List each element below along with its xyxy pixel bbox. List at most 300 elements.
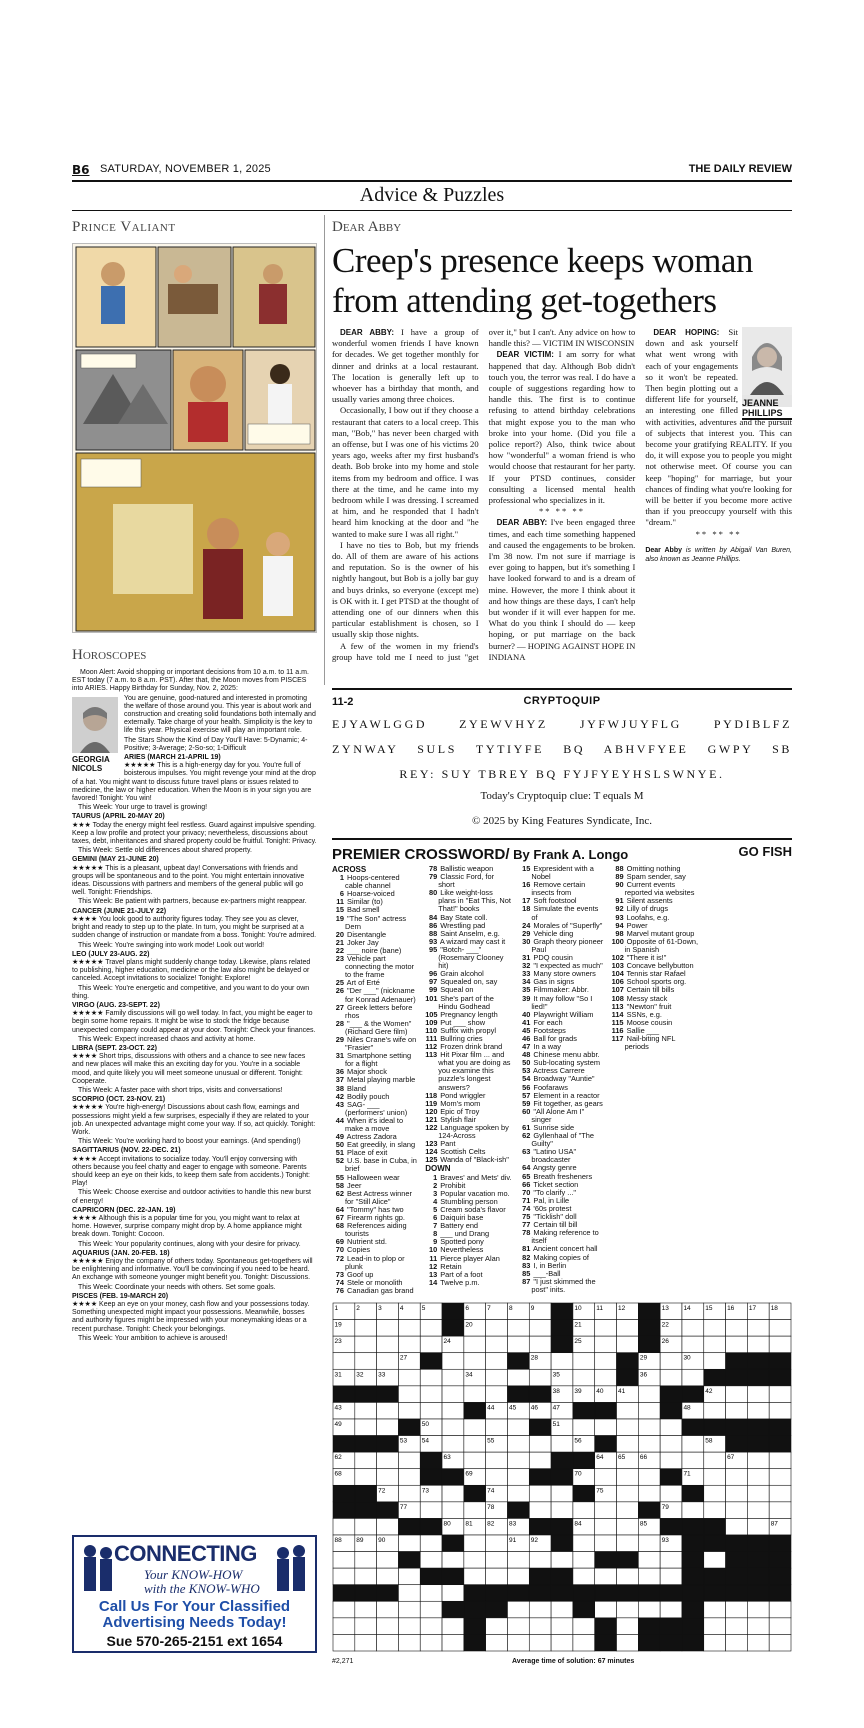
down-clue-81[interactable]: 81 Ancient concert hall: [522, 1244, 598, 1254]
grid-cell[interactable]: [507, 1552, 529, 1569]
grid-cell[interactable]: [769, 1502, 791, 1519]
grid-cell[interactable]: [617, 1402, 639, 1419]
grid-cell[interactable]: [464, 1452, 486, 1469]
grid-cell[interactable]: [573, 1502, 595, 1519]
down-clue-62[interactable]: 62 Gyllenhaal of "The Guilty": [522, 1131, 594, 1149]
grid-cell[interactable]: [660, 1369, 682, 1386]
grid-cell[interactable]: [333, 1353, 355, 1370]
grid-cell[interactable]: [617, 1436, 639, 1453]
grid-cell[interactable]: [377, 1634, 399, 1651]
grid-cell[interactable]: [420, 1502, 442, 1519]
grid-cell[interactable]: [704, 1336, 726, 1353]
grid-cell[interactable]: [660, 1568, 682, 1585]
across-clue-11[interactable]: 11 Similar (to): [336, 897, 383, 907]
grid-cell[interactable]: [507, 1369, 529, 1386]
down-clue-45[interactable]: 45 Footsteps: [522, 1025, 566, 1035]
grid-cell[interactable]: [551, 1436, 573, 1453]
down-clue-39[interactable]: 39 It may follow "So I lied!": [522, 993, 593, 1011]
grid-cell[interactable]: [726, 1518, 748, 1535]
across-clue-6[interactable]: 6 Hoarse-voiced: [339, 889, 395, 899]
grid-cell[interactable]: [377, 1618, 399, 1635]
grid-cell[interactable]: [704, 1601, 726, 1618]
down-clue-7[interactable]: 7 Battery end: [433, 1221, 479, 1231]
grid-cell[interactable]: [377, 1518, 399, 1535]
grid-cell[interactable]: [704, 1452, 726, 1469]
grid-cell[interactable]: [377, 1336, 399, 1353]
grid-cell[interactable]: [355, 1402, 377, 1419]
grid-cell[interactable]: [638, 1469, 660, 1486]
grid-cell[interactable]: [704, 1469, 726, 1486]
down-clue-17[interactable]: 17 Soft footstool: [522, 896, 577, 906]
grid-cell[interactable]: [377, 1452, 399, 1469]
across-clue-95[interactable]: 95 "Botch- ___" (Rosemary Clooney hit): [428, 944, 504, 971]
grid-cell[interactable]: [442, 1353, 464, 1370]
grid-cell[interactable]: [551, 1552, 573, 1569]
grid-cell[interactable]: [333, 1568, 355, 1585]
down-clue-46[interactable]: 46 Ball for grads: [522, 1033, 577, 1043]
grid-cell[interactable]: [398, 1386, 420, 1403]
grid-cell[interactable]: [464, 1386, 486, 1403]
grid-cell[interactable]: [529, 1552, 551, 1569]
grid-cell[interactable]: [726, 1485, 748, 1502]
grid-cell[interactable]: [573, 1369, 595, 1386]
grid-cell[interactable]: [595, 1320, 617, 1337]
across-clue-44[interactable]: 44 When it's ideal to make a move: [335, 1115, 404, 1133]
grid-cell[interactable]: [442, 1402, 464, 1419]
grid-cell[interactable]: [442, 1618, 464, 1635]
grid-cell[interactable]: [704, 1485, 726, 1502]
across-clue-50[interactable]: 50 Eat greedily, in slang: [335, 1140, 416, 1150]
grid-cell[interactable]: [377, 1568, 399, 1585]
across-clue-86[interactable]: 86 Wrestling pad: [428, 920, 486, 930]
down-clue-32[interactable]: 32 "I expected as much": [522, 961, 603, 971]
grid-cell[interactable]: [747, 1502, 769, 1519]
grid-cell[interactable]: [464, 1419, 486, 1436]
grid-cell[interactable]: [747, 1402, 769, 1419]
grid-cell[interactable]: [442, 1386, 464, 1403]
down-clue-33[interactable]: 33 Many store owners: [522, 969, 596, 979]
grid-cell[interactable]: [595, 1419, 617, 1436]
down-clue-117[interactable]: 117 Nail-biting NFL periods: [611, 1033, 676, 1052]
grid-cell[interactable]: [355, 1552, 377, 1569]
grid-cell[interactable]: [529, 1320, 551, 1337]
grid-cell[interactable]: [355, 1601, 377, 1618]
grid-cell[interactable]: [464, 1436, 486, 1453]
grid-cell[interactable]: [769, 1402, 791, 1419]
across-clue-122[interactable]: 122 Language spoken by 124-Across: [425, 1123, 509, 1141]
grid-cell[interactable]: [573, 1535, 595, 1552]
grid-cell[interactable]: [638, 1402, 660, 1419]
grid-cell[interactable]: [617, 1336, 639, 1353]
grid-cell[interactable]: [704, 1634, 726, 1651]
grid-cell[interactable]: [420, 1535, 442, 1552]
down-clue-2[interactable]: 2 Prohibit: [433, 1180, 466, 1190]
grid-cell[interactable]: [595, 1336, 617, 1353]
grid-cell[interactable]: [442, 1502, 464, 1519]
grid-cell[interactable]: [638, 1419, 660, 1436]
grid-cell[interactable]: [420, 1369, 442, 1386]
down-clue-89[interactable]: 89 Spam sender, say: [615, 872, 686, 882]
down-clue-29[interactable]: 29 Vehicle ding: [522, 928, 574, 938]
grid-cell[interactable]: [769, 1452, 791, 1469]
grid-cell[interactable]: [747, 1634, 769, 1651]
grid-cell[interactable]: [747, 1518, 769, 1535]
across-clue-113[interactable]: 113 Hit Pixar film ... and what you are doing as you examine this puzzle's longest answers?: [425, 1050, 511, 1092]
down-clue-64[interactable]: 64 Angsty genre: [522, 1163, 577, 1173]
down-clue-92[interactable]: 92 Lilly of drugs: [615, 904, 669, 914]
grid-cell[interactable]: [507, 1419, 529, 1436]
down-clue-104[interactable]: 104 Tennis star Rafael: [611, 969, 686, 979]
grid-cell[interactable]: [420, 1618, 442, 1635]
grid-cell[interactable]: [355, 1336, 377, 1353]
grid-cell[interactable]: [486, 1535, 508, 1552]
grid-cell[interactable]: [769, 1336, 791, 1353]
grid-cell[interactable]: [682, 1502, 704, 1519]
grid-cell[interactable]: [333, 1618, 355, 1635]
across-clue-73[interactable]: 73 Goof up: [335, 1269, 374, 1279]
grid-cell[interactable]: [617, 1535, 639, 1552]
grid-cell[interactable]: [529, 1485, 551, 1502]
grid-cell[interactable]: [377, 1320, 399, 1337]
grid-cell[interactable]: [551, 1353, 573, 1370]
grid-cell[interactable]: [398, 1369, 420, 1386]
grid-cell[interactable]: [726, 1618, 748, 1635]
across-clue-96[interactable]: 96 Grain alcohol: [428, 969, 484, 979]
grid-cell[interactable]: [529, 1336, 551, 1353]
grid-cell[interactable]: [507, 1469, 529, 1486]
grid-cell[interactable]: [617, 1568, 639, 1585]
grid-cell[interactable]: [529, 1601, 551, 1618]
down-clue-115[interactable]: 115 Moose cousin: [611, 1017, 673, 1027]
grid-cell[interactable]: [486, 1336, 508, 1353]
grid-cell[interactable]: [617, 1485, 639, 1502]
grid-cell[interactable]: [595, 1518, 617, 1535]
down-clue-102[interactable]: 102 "There it is!": [611, 953, 667, 963]
grid-cell[interactable]: [355, 1452, 377, 1469]
grid-cell[interactable]: [529, 1452, 551, 1469]
grid-cell[interactable]: [595, 1535, 617, 1552]
down-clue-106[interactable]: 106 School sports org.: [611, 977, 687, 987]
grid-cell[interactable]: [573, 1419, 595, 1436]
down-clue-56[interactable]: 56 Foofaraws: [522, 1082, 568, 1092]
grid-cell[interactable]: [660, 1353, 682, 1370]
down-clue-59[interactable]: 59 Fit together, as gears: [522, 1098, 603, 1108]
down-clue-66[interactable]: 66 Ticket section: [522, 1179, 579, 1189]
grid-cell[interactable]: [660, 1485, 682, 1502]
down-clue-91[interactable]: 91 Silent assents: [615, 896, 673, 906]
grid-cell[interactable]: [769, 1320, 791, 1337]
grid-cell[interactable]: [464, 1535, 486, 1552]
down-clue-114[interactable]: 114 SSNs, e.g.: [611, 1009, 662, 1019]
grid-cell[interactable]: [486, 1552, 508, 1569]
down-clue-1[interactable]: 1 Braves' and Mets' div.: [433, 1172, 512, 1182]
grid-cell[interactable]: [638, 1485, 660, 1502]
grid-cell[interactable]: [638, 1535, 660, 1552]
across-clue-25[interactable]: 25 Art of Erté: [335, 978, 380, 988]
grid-cell[interactable]: [486, 1469, 508, 1486]
across-clue-68[interactable]: 68 References aiding tourists: [335, 1221, 407, 1239]
down-clue-31[interactable]: 31 PDQ cousin: [522, 953, 573, 963]
grid-cell[interactable]: [398, 1452, 420, 1469]
grid-cell[interactable]: [529, 1502, 551, 1519]
grid-cell[interactable]: [704, 1618, 726, 1635]
across-clue-20[interactable]: 20 Disentangle: [335, 929, 387, 939]
across-clue-62[interactable]: 62 Best Actress winner for "Still Alice": [335, 1188, 412, 1206]
grid-cell[interactable]: [355, 1353, 377, 1370]
across-clue-38[interactable]: 38 Bland: [335, 1083, 366, 1093]
grid-cell[interactable]: [507, 1601, 529, 1618]
grid-cell[interactable]: [617, 1469, 639, 1486]
grid-cell[interactable]: [420, 1386, 442, 1403]
grid-cell[interactable]: [333, 1601, 355, 1618]
grid-cell[interactable]: [551, 1618, 573, 1635]
grid-cell[interactable]: [355, 1568, 377, 1585]
grid-cell[interactable]: [726, 1469, 748, 1486]
across-clue-101[interactable]: 101 She's part of the Hindu Godhead: [425, 993, 494, 1011]
down-clue-41[interactable]: 41 For each: [522, 1017, 563, 1027]
down-clue-75[interactable]: 75 "Ticklish" doll: [522, 1212, 577, 1222]
grid-cell[interactable]: [377, 1469, 399, 1486]
grid-cell[interactable]: [617, 1601, 639, 1618]
down-clue-10[interactable]: 10 Nevertheless: [428, 1245, 484, 1255]
grid-cell[interactable]: [747, 1469, 769, 1486]
grid-cell[interactable]: [420, 1634, 442, 1651]
across-clue-112[interactable]: 112 Frozen drink brand: [425, 1042, 503, 1052]
across-clue-22[interactable]: 22 ___ noire (bane): [335, 945, 402, 955]
grid-cell[interactable]: [398, 1485, 420, 1502]
grid-cell[interactable]: [595, 1369, 617, 1386]
across-clue-74[interactable]: 74 Stele or monolith: [335, 1277, 403, 1287]
down-clue-8[interactable]: 8 ___ und Drang: [433, 1229, 490, 1239]
grid-cell[interactable]: [398, 1336, 420, 1353]
across-clue-93[interactable]: 93 A wizard may cast it: [428, 936, 506, 946]
grid-cell[interactable]: [704, 1353, 726, 1370]
grid-cell[interactable]: [551, 1502, 573, 1519]
down-clue-12[interactable]: 12 Retain: [428, 1261, 462, 1271]
grid-cell[interactable]: [355, 1634, 377, 1651]
across-clue-29[interactable]: 29 Niles Crane's wife on "Frasier": [335, 1034, 417, 1053]
grid-cell[interactable]: [726, 1336, 748, 1353]
down-clue-53[interactable]: 53 Actress Carrere: [522, 1066, 585, 1076]
down-clue-6[interactable]: 6 Daiquiri base: [433, 1213, 484, 1223]
grid-cell[interactable]: [595, 1568, 617, 1585]
across-clue-99[interactable]: 99 Squeal on: [428, 985, 474, 995]
grid-cell[interactable]: [595, 1353, 617, 1370]
across-clue-58[interactable]: 58 Jeer: [335, 1180, 362, 1190]
across-clue-124[interactable]: 124 Scottish Celts: [425, 1147, 486, 1157]
grid-cell[interactable]: [420, 1336, 442, 1353]
down-clue-108[interactable]: 108 Messy stack: [611, 993, 668, 1003]
grid-cell[interactable]: [486, 1618, 508, 1635]
grid-cell[interactable]: [377, 1353, 399, 1370]
grid-cell[interactable]: [377, 1402, 399, 1419]
across-clue-27[interactable]: 27 Greek letters before rhos: [335, 1002, 413, 1020]
across-clue-78[interactable]: 78 Ballistic weapon: [428, 864, 494, 873]
grid-cell[interactable]: [747, 1320, 769, 1337]
down-clue-85[interactable]: 85 ___-Ball: [522, 1268, 561, 1278]
grid-cell[interactable]: [769, 1469, 791, 1486]
grid-cell[interactable]: [442, 1552, 464, 1569]
grid-cell[interactable]: [398, 1568, 420, 1585]
down-clue-61[interactable]: 61 Sunrise side: [522, 1123, 575, 1132]
down-clue-83[interactable]: 83 I, in Berlin: [522, 1260, 567, 1270]
down-clue-74[interactable]: 74 '60s protest: [522, 1203, 572, 1213]
grid-cell[interactable]: [617, 1634, 639, 1651]
down-clue-82[interactable]: 82 Making copies of: [522, 1252, 589, 1262]
across-clue-120[interactable]: 120 Epic of Troy: [425, 1106, 480, 1116]
grid-cell[interactable]: [726, 1634, 748, 1651]
grid-cell[interactable]: [507, 1485, 529, 1502]
across-clue-1[interactable]: 1 Hoops-centered cable channel: [339, 873, 400, 891]
grid-cell[interactable]: [682, 1369, 704, 1386]
grid-cell[interactable]: [747, 1485, 769, 1502]
grid-cell[interactable]: [638, 1552, 660, 1569]
across-clue-121[interactable]: 121 Stylish flair: [425, 1114, 476, 1124]
classified-ad[interactable]: [72, 1535, 317, 1653]
down-clue-40[interactable]: 40 Playwright William: [522, 1009, 594, 1019]
grid-cell[interactable]: [617, 1618, 639, 1635]
grid-cell[interactable]: [682, 1336, 704, 1353]
down-clue-87[interactable]: 87 "I just skimmed the post" inits.: [522, 1276, 596, 1294]
grid-cell[interactable]: [682, 1436, 704, 1453]
grid-cell[interactable]: [486, 1353, 508, 1370]
grid-cell[interactable]: [704, 1320, 726, 1337]
down-clue-78[interactable]: 78 Making reference to itself: [522, 1228, 599, 1246]
grid-cell[interactable]: [355, 1469, 377, 1486]
grid-cell[interactable]: [595, 1502, 617, 1519]
grid-cell[interactable]: [486, 1452, 508, 1469]
across-clue-51[interactable]: 51 Place of exit: [335, 1148, 388, 1158]
across-clue-15[interactable]: 15 Bad smell: [335, 905, 380, 915]
grid-cell[interactable]: [333, 1552, 355, 1569]
grid-cell[interactable]: [355, 1618, 377, 1635]
across-clue-49[interactable]: 49 Actress Zadora: [335, 1132, 397, 1142]
down-clue-13[interactable]: 13 Part of a foot: [428, 1269, 483, 1279]
grid-cell[interactable]: [617, 1518, 639, 1535]
down-clue-60[interactable]: 60 "All Alone Am I" singer: [522, 1106, 585, 1124]
grid-cell[interactable]: [638, 1436, 660, 1453]
grid-cell[interactable]: [682, 1320, 704, 1337]
down-clue-34[interactable]: 34 Gas in signs: [522, 977, 575, 987]
grid-cell[interactable]: [464, 1502, 486, 1519]
down-clue-113[interactable]: 113 "Newton" fruit: [611, 1001, 672, 1011]
across-clue-21[interactable]: 21 Joker Jay: [335, 937, 379, 947]
grid-cell[interactable]: [486, 1386, 508, 1403]
across-clue-19[interactable]: 19 "The Son" actress Dern: [335, 913, 407, 931]
grid-cell[interactable]: [486, 1419, 508, 1436]
down-clue-90[interactable]: 90 Current events reported via websites: [615, 880, 695, 898]
grid-cell[interactable]: [398, 1634, 420, 1651]
across-clue-26[interactable]: 26 "Der ___" (nickname for Konrad Adenauer): [335, 986, 416, 1004]
across-clue-80[interactable]: 80 Like weight-loss plans in "Eat This, Not That!" books: [428, 888, 511, 914]
grid-cell[interactable]: [442, 1436, 464, 1453]
grid-cell[interactable]: [573, 1552, 595, 1569]
grid-cell[interactable]: [464, 1353, 486, 1370]
grid-cell[interactable]: [398, 1535, 420, 1552]
across-clue-72[interactable]: 72 Lead-in to plop or plunk: [335, 1253, 405, 1271]
grid-cell[interactable]: [551, 1601, 573, 1618]
down-clue-94[interactable]: 94 Power: [615, 920, 648, 930]
grid-cell[interactable]: [420, 1402, 442, 1419]
grid-cell[interactable]: [398, 1618, 420, 1635]
grid-cell[interactable]: [595, 1469, 617, 1486]
grid-cell[interactable]: [398, 1585, 420, 1602]
grid-cell[interactable]: [398, 1601, 420, 1618]
across-clue-76[interactable]: 76 Canadian gas brand: [335, 1285, 414, 1295]
grid-cell[interactable]: [573, 1353, 595, 1370]
grid-cell[interactable]: [704, 1402, 726, 1419]
grid-cell[interactable]: [529, 1634, 551, 1651]
grid-cell[interactable]: [486, 1634, 508, 1651]
down-clue-16[interactable]: 16 Remove certain insects from: [522, 880, 586, 898]
across-clue-43[interactable]: 43 SAG- ___ (performers' union): [335, 1099, 408, 1117]
grid-cell[interactable]: [420, 1601, 442, 1618]
across-clue-84[interactable]: 84 Bay State coll.: [428, 912, 488, 922]
crossword-grid[interactable]: [332, 1302, 792, 1652]
grid-cell[interactable]: [486, 1568, 508, 1585]
across-clue-42[interactable]: 42 Bodily pouch: [335, 1091, 390, 1101]
grid-cell[interactable]: [377, 1601, 399, 1618]
grid-cell[interactable]: [355, 1419, 377, 1436]
grid-cell[interactable]: [333, 1634, 355, 1651]
down-clue-71[interactable]: 71 Pal, in Lille: [522, 1195, 570, 1205]
grid-cell[interactable]: [442, 1585, 464, 1602]
grid-cell[interactable]: [398, 1320, 420, 1337]
grid-cell[interactable]: [420, 1585, 442, 1602]
grid-cell[interactable]: [726, 1386, 748, 1403]
down-clue-24[interactable]: 24 Morales of "Superfly": [522, 920, 603, 930]
down-clue-57[interactable]: 57 Element in a reactor: [522, 1090, 600, 1100]
grid-cell[interactable]: [704, 1502, 726, 1519]
down-clue-77[interactable]: 77 Certain till bill: [522, 1220, 578, 1230]
grid-cell[interactable]: [726, 1601, 748, 1618]
grid-cell[interactable]: [507, 1336, 529, 1353]
grid-cell[interactable]: [464, 1336, 486, 1353]
grid-cell[interactable]: [529, 1618, 551, 1635]
down-clue-70[interactable]: 70 "To clarify ...": [522, 1187, 577, 1197]
across-clue-88[interactable]: 88 Saint Anselm, e.g.: [428, 928, 500, 938]
grid-cell[interactable]: [747, 1601, 769, 1618]
grid-cell[interactable]: [660, 1452, 682, 1469]
grid-cell[interactable]: [486, 1369, 508, 1386]
across-clue-55[interactable]: 55 Halloween wear: [335, 1172, 400, 1182]
grid-cell[interactable]: [638, 1601, 660, 1618]
across-clue-70[interactable]: 70 Copies: [335, 1245, 371, 1255]
grid-cell[interactable]: [529, 1369, 551, 1386]
down-clue-3[interactable]: 3 Popular vacation mo.: [433, 1188, 510, 1198]
grid-cell[interactable]: [747, 1452, 769, 1469]
grid-cell[interactable]: [617, 1419, 639, 1436]
grid-cell[interactable]: [726, 1402, 748, 1419]
grid-cell[interactable]: [377, 1552, 399, 1569]
grid-cell[interactable]: [573, 1618, 595, 1635]
grid-cell[interactable]: [442, 1419, 464, 1436]
grid-cell[interactable]: [769, 1386, 791, 1403]
grid-cell[interactable]: [726, 1320, 748, 1337]
down-clue-103[interactable]: 103 Concave bellybutton: [611, 961, 694, 971]
grid-cell[interactable]: [660, 1601, 682, 1618]
across-clue-36[interactable]: 36 Major shock: [335, 1067, 387, 1077]
grid-cell[interactable]: [507, 1618, 529, 1635]
grid-cell[interactable]: [769, 1618, 791, 1635]
across-clue-37[interactable]: 37 Metal playing marble: [335, 1075, 416, 1085]
grid-cell[interactable]: [333, 1518, 355, 1535]
across-clue-23[interactable]: 23 Vehicle part connecting the motor to the frame: [335, 954, 415, 980]
down-clue-54[interactable]: 54 Broadway "Auntie": [522, 1074, 595, 1084]
grid-cell[interactable]: [507, 1320, 529, 1337]
grid-cell[interactable]: [355, 1518, 377, 1535]
across-clue-109[interactable]: 109 Put ___ show: [425, 1017, 486, 1027]
